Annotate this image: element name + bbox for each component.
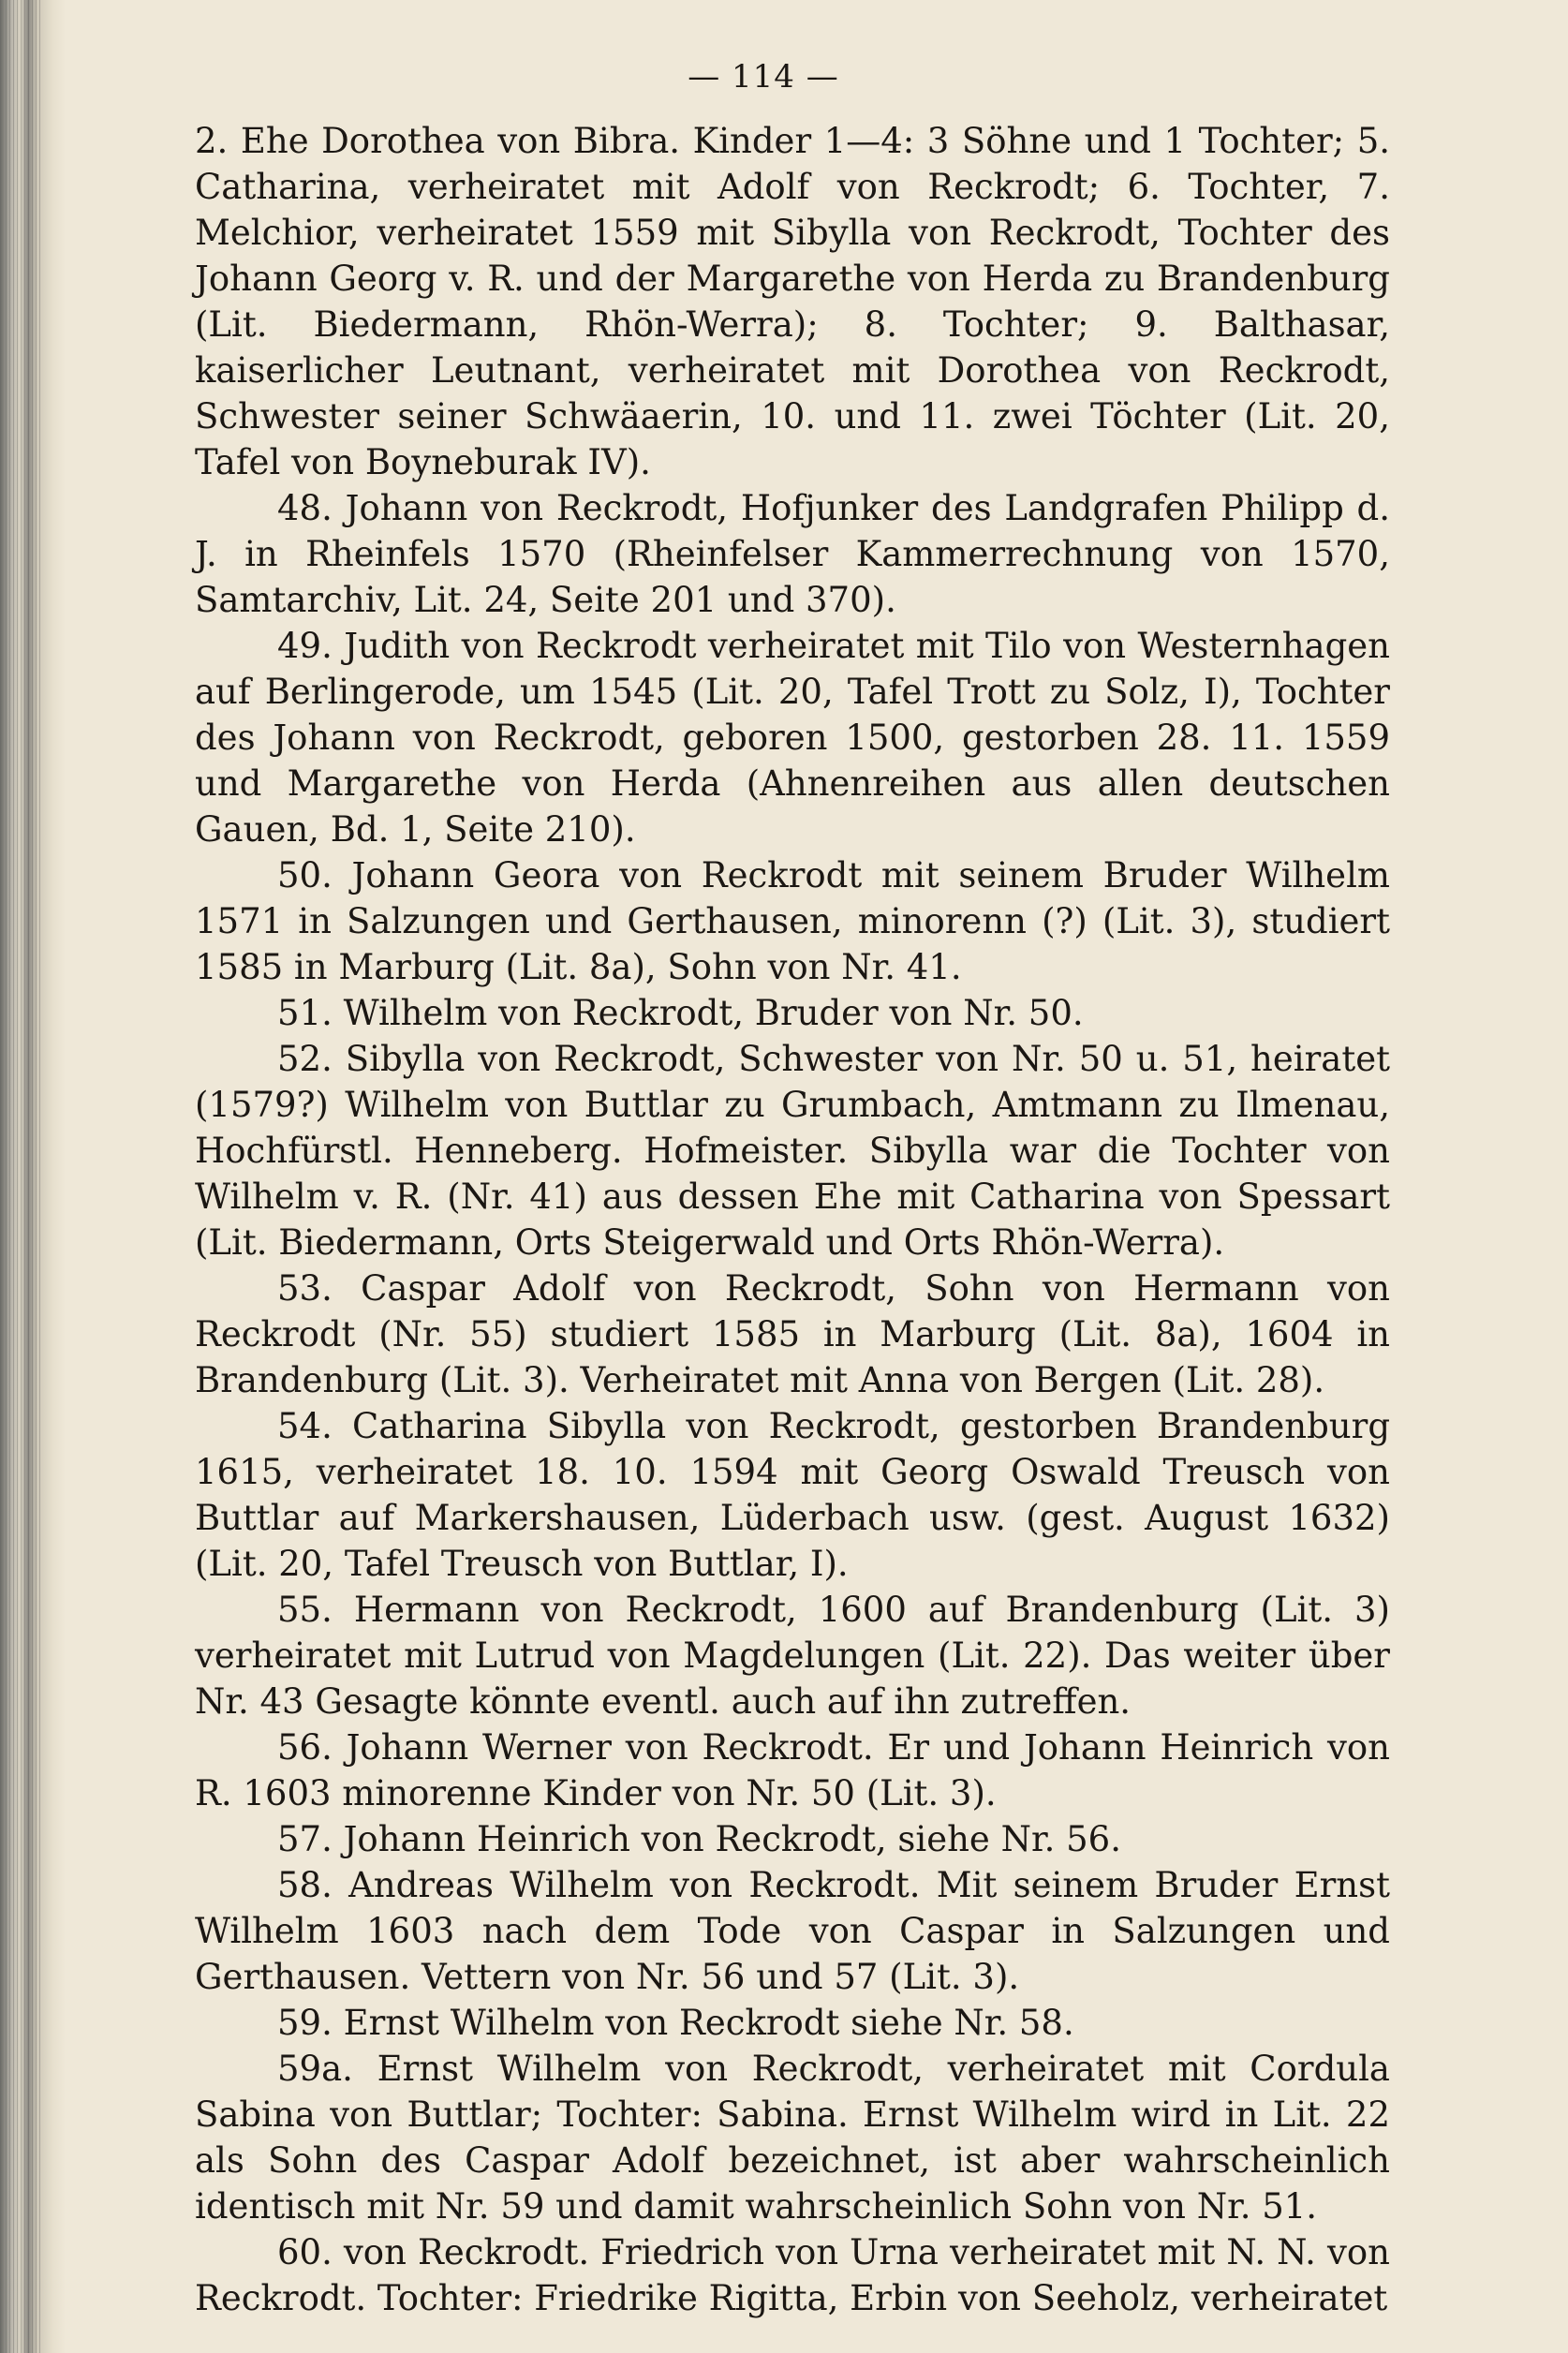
entry-49: 49. Judith von Reckrodt verheiratet mit Tilo von Westernhagen auf Berlingerode, um 1545 (Lit. 20, Tafel Trott zu Solz, I), Tochter des Johann von Reckrodt, geboren 1500, gestorben 28. 11. 1559 und Margarethe von Herda (Ahnenreihen aus allen deutschen Gauen, Bd. 1, Seite 210). [195, 626, 1390, 850]
entry-51: 51. Wilhelm von Reckrodt, Bruder von Nr. 50. [277, 993, 1084, 1033]
entry-57: 57. Johann Heinrich von Reckrodt, siehe Nr. 56. [277, 1819, 1121, 1859]
entry-50: 50. Johann Geora von Reckrodt mit seinem Bruder Wilhelm 1571 in Salzungen und Gerthausen, minorenn (?) (Lit. 3), studiert 1585 in Marburg (Lit. 8a), Sohn von Nr. 41. [195, 855, 1390, 987]
page-number: — 114 — [688, 58, 839, 96]
entry-59: 59. Ernst Wilhelm von Reckrodt siehe Nr. 58. [277, 2003, 1074, 2043]
entry-60: 60. von Reckrodt. Friedrich von Urna verheiratet mit N. N. von Reckrodt. Tochter: Friedrike Rigitta, Erbin von Seeholz, verheiratet [195, 2232, 1390, 2318]
page-stack-edge [6, 0, 43, 2353]
entry-53: 53. Caspar Adolf von Reckrodt, Sohn von Hermann von Reckrodt (Nr. 55) studiert 1585 in Marburg (Lit. 8a), 1604 in Brandenburg (Lit. 3). Verheiratet mit Anna von Bergen (Lit. 28). [195, 1268, 1390, 1400]
book-page [141, 56, 1390, 2323]
entry-continuation: 2. Ehe Dorothea von Bibra. Kinder 1—4: 3 Söhne und 1 Tochter; 5. Catharina, verheiratet mit Adolf von Reckrodt; 6. Tochter, 7. Melchior, verheiratet 1559 mit Sibylla von Reckrodt, Tochter des Johann Georg v. R. und der Margarethe von Herda zu Brandenburg (Lit. Biedermann, Rhön-Werra); 8. Tochter; 9. Balthasar, kaiserlicher Leutnant, verheiratet mit Dorothea von Reckrodt, Schwester seiner Schwäaerin, 10. und 11. zwei Töchter (Lit. 20, Tafel von Boyneburak IV). [195, 121, 1390, 482]
entry-58: 58. Andreas Wilhelm von Reckrodt. Mit seinem Bruder Ernst Wilhelm 1603 nach dem Tode von Caspar in Salzungen und Gerthausen. Vettern von Nr. 56 und 57 (Lit. 3). [195, 1865, 1390, 1997]
entry-54: 54. Catharina Sibylla von Reckrodt, gestorben Brandenburg 1615, verheiratet 18. 10. 1594 mit Georg Oswald Treusch von Buttlar auf Markershausen, Lüderbach usw. (gest. August 1632) (Lit. 20, Tafel Treusch von Buttlar, I). [195, 1406, 1390, 1584]
entry-52: 52. Sibylla von Reckrodt, Schwester von Nr. 50 u. 51, heiratet (1579?) Wilhelm von Buttlar zu Grumbach, Amtmann zu Ilmenau, Hochfürstl. Henneberg. Hofmeister. Sibylla war die Tochter von Wilhelm v. R. (Nr. 41) aus dessen Ehe mit Catharina von Spessart (Lit. Biedermann, Orts Steigerwald und Orts Rhön-Werra). [195, 1039, 1390, 1263]
entry-48: 48. Johann von Reckrodt, Hofjunker des Landgrafen Philipp d. J. in Rheinfels 1570 (Rheinfelser Kammerrechnung von 1570, Samtarchiv, Lit. 24, Seite 201 und 370). [195, 488, 1390, 620]
entry-59a: 59a. Ernst Wilhelm von Reckrodt, verheiratet mit Cordula Sabina von Buttlar; Tochter: Sabina. Ernst Wilhelm wird in Lit. 22 als Sohn des Caspar Adolf bezeichnet, ist aber wahrscheinlich identisch mit Nr. 59 und damit wahrscheinlich Sohn von Nr. 51. [195, 2049, 1390, 2227]
entry-56: 56. Johann Werner von Reckrodt. Er und Johann Heinrich von R. 1603 minorenne Kinder von Nr. 50 (Lit. 3). [195, 1727, 1390, 1813]
entry-55: 55. Hermann von Reckrodt, 1600 auf Brandenburg (Lit. 3) verheiratet mit Lutrud von Magdelungen (Lit. 22). Das weiter über Nr. 43 Gesagte könnte eventl. auch auf ihn zutreffen. [195, 1590, 1390, 1722]
entry-list [195, 118, 1390, 2321]
